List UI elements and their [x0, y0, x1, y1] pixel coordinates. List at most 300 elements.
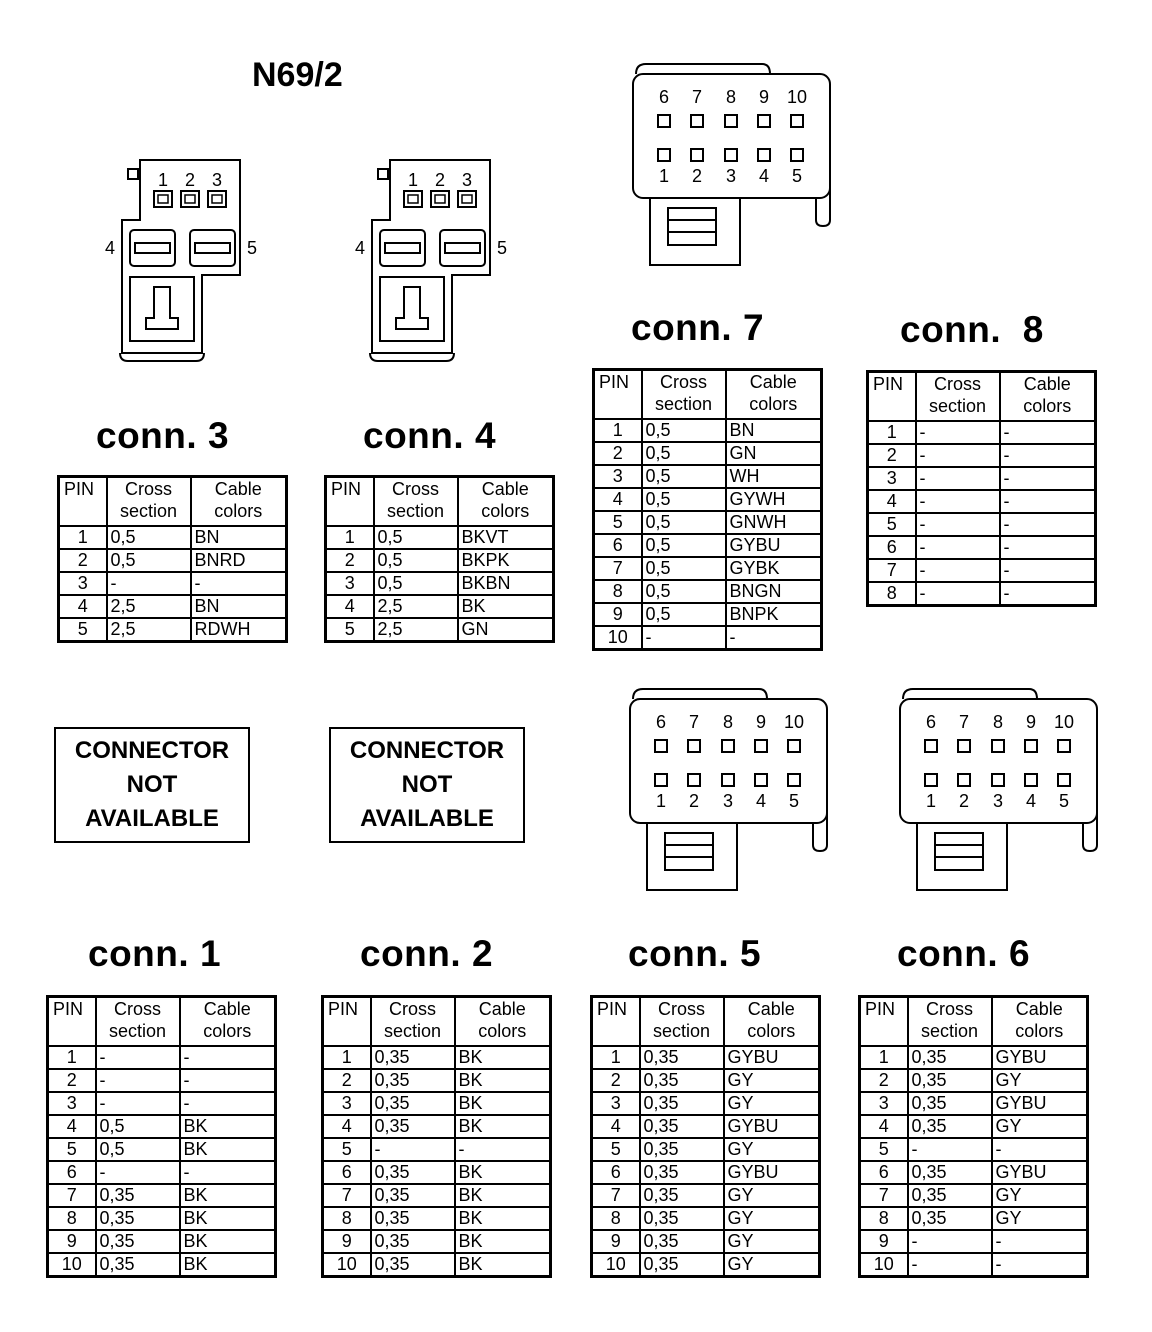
pin-number-label: 5: [788, 791, 800, 811]
housing-outline: [372, 160, 490, 353]
table-row: [59, 549, 287, 572]
cable-color-cell: GYBU: [992, 1161, 1088, 1184]
cable-color-cell: GN: [458, 618, 554, 642]
header-cable-colors-line: colors: [1023, 396, 1072, 416]
cross-section-cell: 2,5: [374, 618, 458, 642]
pin-table-conn8: [866, 370, 1097, 607]
pin-number-label: 2: [184, 170, 196, 190]
table-row: [592, 1138, 820, 1161]
unavailable-line: NOT: [401, 771, 453, 798]
cable-color-cell: WH: [726, 465, 822, 488]
table-row: [592, 1184, 820, 1207]
table-row: [592, 1069, 820, 1092]
pin-cell: 4: [594, 488, 642, 511]
header-pin: PIN: [326, 477, 374, 527]
header-cross-section: [642, 370, 726, 420]
lock-ribs: [665, 833, 713, 870]
pin-cell: 9: [48, 1230, 96, 1253]
housing-outline: [122, 160, 240, 353]
cable-color-cell: BK: [180, 1115, 276, 1138]
table-row: [323, 1138, 551, 1161]
cross-section-cell: 0,35: [371, 1069, 455, 1092]
connector-title-5: conn. 5: [628, 933, 762, 974]
cross-section-cell: 0,35: [371, 1230, 455, 1253]
cable-color-cell: GY: [724, 1184, 820, 1207]
pin-cell: 2: [323, 1069, 371, 1092]
header-cable-colors-line: colors: [214, 501, 263, 521]
page-title: N69/2: [252, 56, 343, 94]
cross-section-cell: 2,5: [107, 595, 191, 618]
table-header-row: [594, 370, 822, 420]
cross-section-cell: 0,35: [908, 1046, 992, 1069]
cross-section-cell: -: [96, 1046, 180, 1069]
header-cable-colors: [458, 477, 554, 527]
cable-color-cell: BK: [455, 1092, 551, 1115]
cross-section-cell: 0,35: [640, 1138, 724, 1161]
cable-color-cell: -: [180, 1046, 276, 1069]
header-cross-section: [640, 997, 724, 1047]
pin-number-label: 10: [783, 712, 805, 732]
lock-ribs: [935, 833, 983, 870]
header-cross-section: [371, 997, 455, 1047]
cross-section-cell: -: [916, 536, 1000, 559]
table-row: [594, 465, 822, 488]
cable-color-cell: -: [180, 1161, 276, 1184]
table-row: [48, 1253, 276, 1277]
header-cross-section-line: section: [928, 396, 987, 416]
connector-10pin-svg: [897, 685, 1102, 895]
pin-socket: [758, 149, 770, 161]
table-row: [592, 1046, 820, 1069]
pin-socket: [791, 115, 803, 127]
cross-section-cell: 0,35: [640, 1092, 724, 1115]
pin-number-label: 2: [688, 791, 700, 811]
header-cross-section-line: section: [383, 1021, 442, 1041]
cross-section-cell: 2,5: [107, 618, 191, 642]
power-socket-blade: [445, 243, 480, 253]
pin-cell: 7: [48, 1184, 96, 1207]
pin-cell: 1: [323, 1046, 371, 1069]
cable-color-cell: GY: [992, 1115, 1088, 1138]
cable-color-cell: GY: [724, 1138, 820, 1161]
cross-section-cell: -: [96, 1092, 180, 1115]
cable-color-cell: -: [1000, 582, 1096, 606]
cross-section-cell: -: [916, 559, 1000, 582]
header-cable-colors-line: colors: [1015, 1021, 1064, 1041]
table-row: [868, 559, 1096, 582]
table-row: [59, 572, 287, 595]
pin-table-conn4: [324, 475, 555, 643]
pin-table-conn7: [592, 368, 823, 651]
power-socket: [440, 230, 485, 266]
pin-cell: 3: [48, 1092, 96, 1115]
cross-section-cell: 0,35: [640, 1069, 724, 1092]
table-row: [59, 618, 287, 642]
pin-socket: [925, 740, 937, 752]
table-row: [323, 1184, 551, 1207]
pin-number-label: 8: [722, 712, 734, 732]
pin-socket: [758, 115, 770, 127]
cable-color-cell: -: [191, 572, 287, 595]
table-row: [48, 1207, 276, 1230]
cross-section-cell: 0,35: [371, 1161, 455, 1184]
pin-number-label: 4: [755, 791, 767, 811]
pin-cell: 4: [592, 1115, 640, 1138]
pin-socket-inner: [435, 195, 445, 203]
header-cable-colors-line: Cable: [1015, 999, 1063, 1019]
pin-cell: 3: [326, 572, 374, 595]
header-pin: PIN: [860, 997, 908, 1047]
pin-socket: [688, 740, 700, 752]
cross-section-cell: 0,5: [107, 526, 191, 549]
pin-cell: 9: [594, 603, 642, 626]
pin-cell: 3: [323, 1092, 371, 1115]
cable-color-cell: GYWH: [726, 488, 822, 511]
cross-section-cell: -: [908, 1138, 992, 1161]
power-socket-blade: [195, 243, 230, 253]
cable-color-cell: -: [1000, 444, 1096, 467]
pin-number-label: 4: [1025, 791, 1037, 811]
cable-color-cell: GY: [724, 1092, 820, 1115]
pin-cell: 5: [592, 1138, 640, 1161]
table-row: [860, 1207, 1088, 1230]
pin-number-label: 5: [246, 238, 258, 258]
pin-number-label: 3: [992, 791, 1004, 811]
pin-socket: [992, 774, 1004, 786]
pin-socket: [404, 191, 422, 207]
power-socket-blade: [385, 243, 420, 253]
pin-socket: [431, 191, 449, 207]
pin-number-label: 9: [758, 87, 770, 107]
table-row: [868, 421, 1096, 444]
cable-color-cell: GYBU: [726, 534, 822, 557]
power-socket: [130, 230, 175, 266]
power-socket-blade: [135, 243, 170, 253]
cross-section-cell: 0,35: [371, 1184, 455, 1207]
header-pin: PIN: [594, 370, 642, 420]
table-row: [594, 626, 822, 650]
cross-section-cell: 0,35: [371, 1253, 455, 1277]
pin-cell: 1: [860, 1046, 908, 1069]
header-cross-section-line: Cross: [933, 374, 981, 394]
unavailable-line: NOT: [126, 771, 178, 798]
unavailable-line: CONNECTOR: [74, 737, 230, 764]
pin-cell: 8: [323, 1207, 371, 1230]
cross-section-cell: -: [107, 572, 191, 595]
cross-section-cell: 0,35: [908, 1069, 992, 1092]
header-cable-colors-line: Cable: [214, 479, 262, 499]
table-header-row: [59, 477, 287, 527]
cross-section-cell: 0,5: [642, 534, 726, 557]
cross-section-cell: -: [96, 1161, 180, 1184]
table-row: [48, 1184, 276, 1207]
cable-color-cell: GYBU: [724, 1046, 820, 1069]
cross-section-cell: 0,35: [640, 1230, 724, 1253]
header-cross-section-line: Cross: [925, 999, 973, 1019]
table-row: [592, 1161, 820, 1184]
pin-cell: 7: [868, 559, 916, 582]
table-row: [323, 1161, 551, 1184]
cable-color-cell: -: [180, 1069, 276, 1092]
pin-number-label: 8: [992, 712, 1004, 732]
cross-section-cell: 0,35: [640, 1161, 724, 1184]
connector-title-2: conn. 2: [360, 933, 494, 974]
table-row: [594, 419, 822, 442]
header-cable-colors-line: Cable: [749, 372, 797, 392]
pin-cell: 6: [594, 534, 642, 557]
table-header-row: [326, 477, 554, 527]
cross-section-cell: 0,35: [371, 1046, 455, 1069]
header-pin: PIN: [868, 372, 916, 422]
pin-cell: 3: [594, 465, 642, 488]
header-cable-colors-line: Cable: [747, 999, 795, 1019]
cross-section-cell: -: [908, 1253, 992, 1277]
table-row: [326, 526, 554, 549]
header-cable-colors: [180, 997, 276, 1047]
table-row: [323, 1069, 551, 1092]
table-row: [594, 580, 822, 603]
header-cable-colors: [726, 370, 822, 420]
header-cable-colors: [724, 997, 820, 1047]
header-pin: PIN: [59, 477, 107, 527]
cable-color-cell: GY: [992, 1184, 1088, 1207]
cable-color-cell: GYBU: [992, 1046, 1088, 1069]
header-cross-section-line: Cross: [113, 999, 161, 1019]
cross-section-cell: 0,5: [96, 1115, 180, 1138]
connector-drawing-10pin: [897, 685, 1102, 895]
pin-cell: 2: [594, 442, 642, 465]
cable-color-cell: BN: [191, 595, 287, 618]
pin-number-label: 5: [791, 166, 803, 186]
cable-color-cell: BNPK: [726, 603, 822, 626]
cable-color-cell: -: [1000, 421, 1096, 444]
pin-cell: 8: [860, 1207, 908, 1230]
cable-color-cell: BK: [455, 1207, 551, 1230]
header-cable-colors: [455, 997, 551, 1047]
cross-section-cell: 0,5: [642, 488, 726, 511]
cross-section-cell: 0,35: [640, 1207, 724, 1230]
cable-color-cell: -: [1000, 513, 1096, 536]
pin-socket: [725, 149, 737, 161]
cross-section-cell: 0,35: [908, 1207, 992, 1230]
cable-color-cell: BKVT: [458, 526, 554, 549]
connector-5pin-svg: [100, 155, 260, 365]
pin-socket: [181, 191, 199, 207]
cable-color-cell: BNRD: [191, 549, 287, 572]
table-row: [48, 1161, 276, 1184]
cable-color-cell: BN: [726, 419, 822, 442]
table-row: [592, 1230, 820, 1253]
header-pin: PIN: [592, 997, 640, 1047]
header-cross-section-line: Cross: [124, 479, 172, 499]
pin-socket: [725, 115, 737, 127]
header-cross-section: [916, 372, 1000, 422]
cable-color-cell: BNGN: [726, 580, 822, 603]
table-row: [868, 467, 1096, 490]
cable-color-cell: BK: [455, 1253, 551, 1277]
pin-cell: 10: [860, 1253, 908, 1277]
table-row: [868, 490, 1096, 513]
pin-socket: [1025, 774, 1037, 786]
cable-color-cell: GY: [992, 1069, 1088, 1092]
cross-section-cell: -: [916, 513, 1000, 536]
pin-cell: 1: [592, 1046, 640, 1069]
cable-color-cell: GY: [724, 1069, 820, 1092]
cross-section-cell: -: [916, 421, 1000, 444]
cable-color-cell: GN: [726, 442, 822, 465]
table-row: [594, 511, 822, 534]
pin-number-label: 3: [211, 170, 223, 190]
table-row: [860, 1253, 1088, 1277]
pin-cell: 4: [48, 1115, 96, 1138]
pin-cell: 2: [48, 1069, 96, 1092]
table-row: [860, 1046, 1088, 1069]
pin-number-label: 1: [157, 170, 169, 190]
cross-section-cell: 0,35: [96, 1230, 180, 1253]
pin-socket: [691, 149, 703, 161]
unavailable-line: AVAILABLE: [360, 805, 494, 832]
pin-socket: [788, 774, 800, 786]
pin-number-label: 6: [655, 712, 667, 732]
cable-color-cell: -: [1000, 467, 1096, 490]
header-cross-section: [107, 477, 191, 527]
pin-number-label: 10: [786, 87, 808, 107]
cable-color-cell: -: [726, 626, 822, 650]
cross-section-cell: 0,5: [642, 419, 726, 442]
pin-socket: [658, 115, 670, 127]
table-row: [868, 582, 1096, 606]
cable-color-cell: BK: [455, 1184, 551, 1207]
cross-section-cell: 0,5: [96, 1138, 180, 1161]
pin-cell: 1: [48, 1046, 96, 1069]
pin-number-label: 3: [461, 170, 473, 190]
pin-table-conn2: [321, 995, 552, 1278]
cross-section-cell: 0,5: [642, 557, 726, 580]
cross-section-cell: 0,35: [96, 1184, 180, 1207]
pin-socket: [992, 740, 1004, 752]
pin-number-label: 4: [104, 238, 116, 258]
pin-cell: 10: [323, 1253, 371, 1277]
pin-cell: 5: [868, 513, 916, 536]
pin-cell: 3: [59, 572, 107, 595]
pin-cell: 6: [592, 1161, 640, 1184]
connector-not-available-box: [329, 727, 525, 843]
cable-color-cell: BK: [180, 1207, 276, 1230]
table-row: [323, 1046, 551, 1069]
pin-socket: [655, 774, 667, 786]
pin-socket: [1058, 740, 1070, 752]
pin-cell: 6: [868, 536, 916, 559]
table-row: [860, 1092, 1088, 1115]
pin-socket: [154, 191, 172, 207]
connector-drawing-5pin: [100, 155, 260, 365]
cable-color-cell: -: [1000, 536, 1096, 559]
pin-socket: [755, 774, 767, 786]
table-row: [868, 444, 1096, 467]
latch-tab: [128, 169, 138, 179]
header-cross-section: [374, 477, 458, 527]
pin-cell: 6: [860, 1161, 908, 1184]
pin-table-conn3: [57, 475, 288, 643]
connector-title-3: conn. 3: [96, 415, 230, 456]
cross-section-cell: 0,35: [96, 1253, 180, 1277]
housing-top-rail: [636, 64, 770, 74]
table-row: [323, 1230, 551, 1253]
pin-cell: 7: [594, 557, 642, 580]
table-row: [59, 526, 287, 549]
pin-number-label: 1: [925, 791, 937, 811]
cable-color-cell: BK: [455, 1069, 551, 1092]
pin-cell: 2: [860, 1069, 908, 1092]
pin-socket-inner: [408, 195, 418, 203]
header-cross-section-line: Cross: [657, 999, 705, 1019]
cross-section-cell: 0,35: [371, 1092, 455, 1115]
pin-socket: [722, 740, 734, 752]
table-row: [592, 1115, 820, 1138]
unavailable-line: AVAILABLE: [85, 805, 219, 832]
pin-number-label: 2: [691, 166, 703, 186]
pin-cell: 2: [868, 444, 916, 467]
connector-not-available-box: [54, 727, 250, 843]
table-row: [860, 1069, 1088, 1092]
header-cable-colors: [1000, 372, 1096, 422]
pin-cell: 5: [48, 1138, 96, 1161]
pin-number-label: 2: [958, 791, 970, 811]
pin-cell: 4: [323, 1115, 371, 1138]
table-row: [326, 595, 554, 618]
table-row: [868, 513, 1096, 536]
cable-color-cell: GYBU: [992, 1092, 1088, 1115]
pin-cell: 10: [592, 1253, 640, 1277]
connector-10pin-svg: [627, 685, 832, 895]
pin-number-label: 1: [655, 791, 667, 811]
pin-socket: [788, 740, 800, 752]
pin-cell: 4: [59, 595, 107, 618]
pin-cell: 2: [326, 549, 374, 572]
table-row: [868, 536, 1096, 559]
connector-title-1: conn. 1: [88, 933, 222, 974]
lock-lever: [396, 287, 428, 329]
cable-color-cell: -: [1000, 559, 1096, 582]
cross-section-cell: 0,5: [374, 549, 458, 572]
table-row: [592, 1207, 820, 1230]
cable-color-cell: BKBN: [458, 572, 554, 595]
cable-color-cell: GNWH: [726, 511, 822, 534]
pin-cell: 8: [48, 1207, 96, 1230]
pin-table-conn5: [590, 995, 821, 1278]
connector-drawing-10pin: [630, 60, 835, 270]
cross-section-cell: 0,5: [374, 572, 458, 595]
connector-5pin-svg: [350, 155, 510, 365]
power-socket: [380, 230, 425, 266]
housing-base: [370, 353, 454, 361]
cable-color-cell: GY: [724, 1230, 820, 1253]
pin-cell: 7: [592, 1184, 640, 1207]
cross-section-cell: 0,5: [642, 603, 726, 626]
header-cross-section-line: Cross: [659, 372, 707, 392]
cable-color-cell: BN: [191, 526, 287, 549]
cable-color-cell: BK: [180, 1184, 276, 1207]
table-row: [594, 488, 822, 511]
pin-cell: 6: [48, 1161, 96, 1184]
cable-color-cell: BK: [180, 1138, 276, 1161]
table-row: [594, 442, 822, 465]
pin-cell: 1: [59, 526, 107, 549]
pin-cell: 3: [860, 1092, 908, 1115]
pin-cell: 6: [323, 1161, 371, 1184]
unavailable-line: CONNECTOR: [349, 737, 505, 764]
cross-section-cell: 2,5: [374, 595, 458, 618]
